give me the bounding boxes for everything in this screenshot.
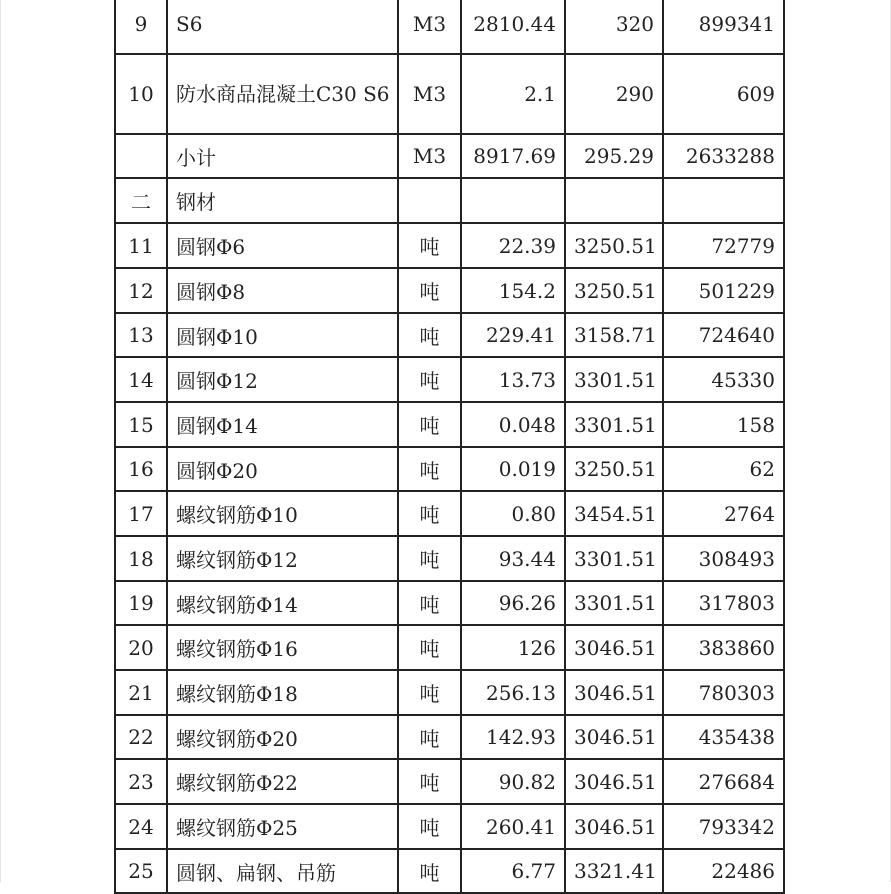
cell-name: 螺纹钢筋Φ25 xyxy=(167,804,398,849)
cell-quantity: 154.2 xyxy=(461,268,565,313)
cell-amount: 899341 xyxy=(663,0,784,54)
cell-number: 21 xyxy=(115,670,167,715)
cell-unit: 吨 xyxy=(398,491,461,536)
table-row xyxy=(115,849,784,893)
cell-unit-price: 3454.51 xyxy=(565,491,663,536)
cell-unit: M3 xyxy=(398,54,461,134)
cell-unit-price: 3158.71 xyxy=(565,313,663,357)
cell-unit: 吨 xyxy=(398,402,461,447)
cell-name: 螺纹钢筋Φ20 xyxy=(167,715,398,759)
cell-name: 螺纹钢筋Φ12 xyxy=(167,536,398,581)
cell-number: 17 xyxy=(115,491,167,536)
cell-unit-price: 3321.41 xyxy=(565,849,663,893)
table-row xyxy=(115,670,784,715)
cell-number: 11 xyxy=(115,223,167,268)
cell-quantity: 93.44 xyxy=(461,536,565,581)
cell-name: 圆钢Φ8 xyxy=(167,268,398,313)
cell-quantity: 0.048 xyxy=(461,402,565,447)
cell-amount: 501229 xyxy=(663,268,784,313)
cell-unit-price: 3301.51 xyxy=(565,581,663,625)
table-row xyxy=(115,313,784,357)
cell-name: 圆钢Φ20 xyxy=(167,447,398,491)
cell-unit-price xyxy=(565,178,663,223)
cell-number: 16 xyxy=(115,447,167,491)
cell-number xyxy=(115,134,167,178)
cell-quantity: 0.019 xyxy=(461,447,565,491)
table-row xyxy=(115,759,784,804)
table-row xyxy=(115,536,784,581)
table-row xyxy=(115,223,784,268)
table-row xyxy=(115,804,784,849)
cell-amount: 609 xyxy=(663,54,784,134)
cell-number: 24 xyxy=(115,804,167,849)
cell-quantity: 2810.44 xyxy=(461,0,565,54)
cell-name: S6 xyxy=(167,0,398,54)
table-row xyxy=(115,581,784,625)
cell-number: 14 xyxy=(115,357,167,402)
cell-name: 螺纹钢筋Φ18 xyxy=(167,670,398,715)
cell-unit: M3 xyxy=(398,0,461,54)
cell-unit: 吨 xyxy=(398,536,461,581)
cell-amount: 22486 xyxy=(663,849,784,893)
cell-unit-price: 3046.51 xyxy=(565,625,663,670)
cell-name: 小计 xyxy=(167,134,398,178)
table-row xyxy=(115,491,784,536)
cell-quantity: 229.41 xyxy=(461,313,565,357)
cell-quantity: 22.39 xyxy=(461,223,565,268)
cell-name: 螺纹钢筋Φ22 xyxy=(167,759,398,804)
cell-number: 9 xyxy=(115,0,167,54)
cell-quantity: 142.93 xyxy=(461,715,565,759)
cell-unit: M3 xyxy=(398,134,461,178)
cell-amount: 2764 xyxy=(663,491,784,536)
cell-quantity: 6.77 xyxy=(461,849,565,893)
cell-amount: 158 xyxy=(663,402,784,447)
cell-unit-price: 290 xyxy=(565,54,663,134)
cell-name: 防水商品混凝土C30 S6 xyxy=(167,54,398,134)
cell-amount: 2633288 xyxy=(663,134,784,178)
table-row xyxy=(115,0,784,54)
cell-amount: 62 xyxy=(663,447,784,491)
table-row xyxy=(115,268,784,313)
cell-unit-price: 3046.51 xyxy=(565,759,663,804)
cell-unit-price: 3301.51 xyxy=(565,402,663,447)
cell-name: 圆钢Φ12 xyxy=(167,357,398,402)
cell-name: 圆钢Φ6 xyxy=(167,223,398,268)
cell-amount: 276684 xyxy=(663,759,784,804)
cell-unit-price: 3301.51 xyxy=(565,357,663,402)
cell-number: 19 xyxy=(115,581,167,625)
cell-unit-price: 3046.51 xyxy=(565,804,663,849)
cell-unit-price: 3046.51 xyxy=(565,670,663,715)
cell-quantity: 260.41 xyxy=(461,804,565,849)
cell-unit-price: 3301.51 xyxy=(565,536,663,581)
table-row xyxy=(115,178,784,223)
cell-unit: 吨 xyxy=(398,715,461,759)
table-row xyxy=(115,134,784,178)
cell-quantity: 2.1 xyxy=(461,54,565,134)
cell-unit-price: 295.29 xyxy=(565,134,663,178)
cell-name: 圆钢、扁钢、吊筋 xyxy=(167,849,398,893)
cell-unit: 吨 xyxy=(398,804,461,849)
cell-number: 23 xyxy=(115,759,167,804)
cell-unit: 吨 xyxy=(398,268,461,313)
cell-quantity xyxy=(461,178,565,223)
cell-unit: 吨 xyxy=(398,759,461,804)
cell-unit: 吨 xyxy=(398,670,461,715)
cell-unit: 吨 xyxy=(398,223,461,268)
cell-amount: 724640 xyxy=(663,313,784,357)
cell-quantity: 256.13 xyxy=(461,670,565,715)
cell-number: 18 xyxy=(115,536,167,581)
cell-number: 25 xyxy=(115,849,167,893)
cell-quantity: 90.82 xyxy=(461,759,565,804)
cell-number: 10 xyxy=(115,54,167,134)
cell-name: 钢材 xyxy=(167,178,398,223)
table-row xyxy=(115,402,784,447)
cell-number: 二 xyxy=(115,178,167,223)
cell-unit: 吨 xyxy=(398,357,461,402)
cell-quantity: 96.26 xyxy=(461,581,565,625)
cell-number: 20 xyxy=(115,625,167,670)
table-row xyxy=(115,447,784,491)
cell-unit xyxy=(398,178,461,223)
cell-unit: 吨 xyxy=(398,625,461,670)
cell-name: 圆钢Φ14 xyxy=(167,402,398,447)
cell-quantity: 13.73 xyxy=(461,357,565,402)
cell-number: 15 xyxy=(115,402,167,447)
cell-unit: 吨 xyxy=(398,447,461,491)
cell-amount: 45330 xyxy=(663,357,784,402)
cell-amount: 793342 xyxy=(663,804,784,849)
cell-amount xyxy=(663,178,784,223)
cell-number: 12 xyxy=(115,268,167,313)
cell-quantity: 8917.69 xyxy=(461,134,565,178)
cell-unit: 吨 xyxy=(398,849,461,893)
cell-amount: 383860 xyxy=(663,625,784,670)
cell-number: 22 xyxy=(115,715,167,759)
cell-amount: 308493 xyxy=(663,536,784,581)
cell-name: 螺纹钢筋Φ16 xyxy=(167,625,398,670)
cell-unit: 吨 xyxy=(398,313,461,357)
cell-name: 螺纹钢筋Φ14 xyxy=(167,581,398,625)
cell-quantity: 0.80 xyxy=(461,491,565,536)
table-row xyxy=(115,54,784,134)
cell-amount: 72779 xyxy=(663,223,784,268)
cell-quantity: 126 xyxy=(461,625,565,670)
cell-unit-price: 3250.51 xyxy=(565,447,663,491)
cell-amount: 780303 xyxy=(663,670,784,715)
table-row xyxy=(115,625,784,670)
cell-unit-price: 3250.51 xyxy=(565,223,663,268)
table-row xyxy=(115,357,784,402)
cell-name: 螺纹钢筋Φ10 xyxy=(167,491,398,536)
cell-number: 13 xyxy=(115,313,167,357)
cell-name: 圆钢Φ10 xyxy=(167,313,398,357)
materials-table-body xyxy=(115,0,784,893)
cell-amount: 317803 xyxy=(663,581,784,625)
materials-table xyxy=(114,0,785,894)
cell-unit-price: 320 xyxy=(565,0,663,54)
cell-unit-price: 3046.51 xyxy=(565,715,663,759)
cell-unit-price: 3250.51 xyxy=(565,268,663,313)
table-row xyxy=(115,715,784,759)
cell-unit: 吨 xyxy=(398,581,461,625)
cell-amount: 435438 xyxy=(663,715,784,759)
